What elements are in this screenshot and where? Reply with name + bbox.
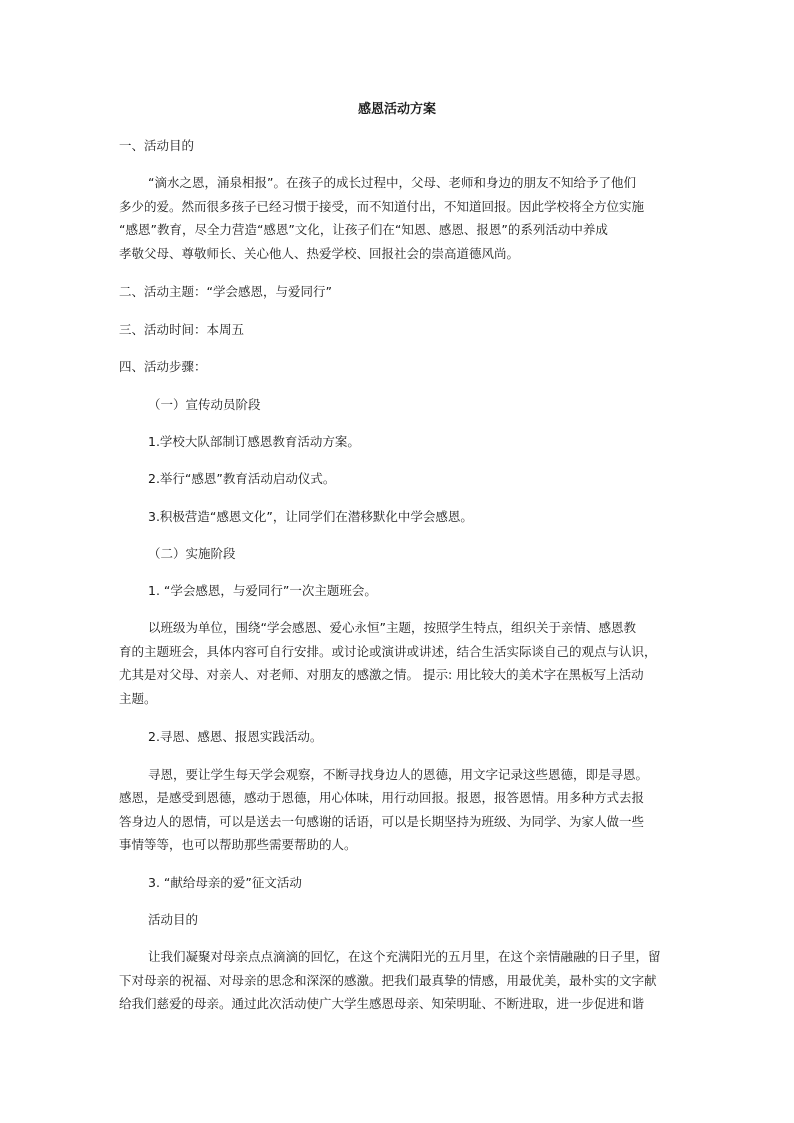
sub-heading: 活动目的 bbox=[148, 912, 199, 927]
document-title: 感恩活动方案 bbox=[357, 102, 436, 117]
section-heading: 一、活动目的 bbox=[119, 138, 195, 153]
paragraph-line: “滴水之恩，涌泉相报”。在孩子的成长过程中，父母、老师和身边的朋友不知给予了他们 bbox=[148, 175, 636, 190]
paragraph-line: 育的主题班会，具体内容可自行安排。或讨论或演讲或讲述，结合生活实际谈自己的观点与认识， bbox=[119, 644, 657, 659]
paragraph-line: 下对母亲的祝福、对母亲的思念和深深的感激。把我们最真挚的情感，用最优美，最朴实的文字献 bbox=[119, 973, 657, 988]
section-heading: 三、活动时间：本周五 bbox=[119, 322, 245, 337]
list-item: 3. “献给母亲的爱”征文活动 bbox=[148, 875, 302, 890]
section-heading: 四、活动步骤： bbox=[119, 359, 207, 374]
section-heading: 二、活动主题：“学会感恩，与爱同行” bbox=[119, 284, 332, 299]
paragraph-line: 感恩，是感受到恩德，感动于恩德，用心体味，用行动回报。报恩，报答恩情。用多种方式去报 bbox=[119, 790, 645, 805]
list-item: 2.寻恩、感恩、报恩实践活动。 bbox=[148, 729, 323, 744]
paragraph-line: 事情等等，也可以帮助那些需要帮助的人。 bbox=[119, 837, 357, 852]
paragraph-line: 寻恩，要让学生每天学会观察，不断寻找身边人的恩德，用文字记录这些恩德，即是寻恩。 bbox=[148, 767, 649, 782]
list-item: 3.积极营造“感恩文化”，让同学们在潜移默化中学会感恩。 bbox=[148, 509, 473, 524]
paragraph-line: 以班级为单位，围绕“学会感恩、爱心永恒”主题，按照学生特点，组织关于亲情、感恩教 bbox=[148, 620, 636, 635]
paragraph-line: 答身边人的恩情，可以是送去一句感谢的话语，可以是长期坚持为班级、为同学、为家人做一些 bbox=[119, 814, 645, 829]
list-item: 1.学校大队部制订感恩教育活动方案。 bbox=[148, 434, 360, 449]
list-item: 2.举行“感恩”教育活动启动仪式。 bbox=[148, 471, 336, 486]
paragraph-line: “感恩”教育，尽全力营造“感恩”文化，让孩子们在“知恩、感恩、报恩”的系列活动中养成 bbox=[119, 222, 608, 237]
paragraph-line: 给我们慈爱的母亲。通过此次活动使广大学生感恩母亲、知荣明耻、不断进取，进一步促进和谐 bbox=[119, 996, 645, 1011]
paragraph-line: 多少的爱。然而很多孩子已经习惯于接受，而不知道付出，不知道回报。因此学校将全方位实施 bbox=[119, 199, 645, 214]
stage-heading: （二）实施阶段 bbox=[148, 546, 236, 561]
stage-heading: （一）宣传动员阶段 bbox=[148, 397, 261, 412]
paragraph-line: 主题。 bbox=[119, 691, 157, 706]
list-item: 1. “学会感恩，与爱同行”一次主题班会。 bbox=[148, 583, 377, 598]
paragraph-line: 让我们凝聚对母亲点点滴滴的回忆，在这个充满阳光的五月里，在这个亲情融融的日子里，留 bbox=[148, 949, 661, 964]
paragraph-line: 尤其是对父母、对亲人、对老师、对朋友的感激之情。 提示: 用比较大的美术字在黑板写上活动 bbox=[119, 667, 644, 682]
paragraph-line: 孝敬父母、尊敬师长、关心他人、热爱学校、回报社会的崇高道德风尚。 bbox=[119, 246, 520, 261]
